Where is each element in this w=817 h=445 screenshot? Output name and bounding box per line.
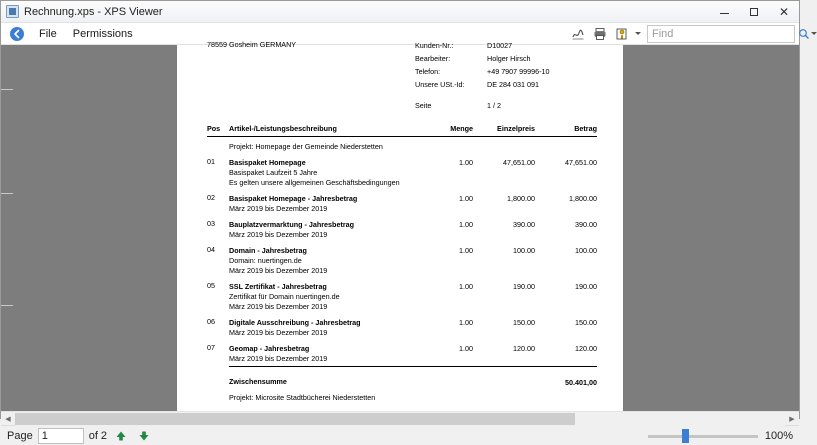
gutter-tick xyxy=(1,89,13,90)
header-betrag: Betrag xyxy=(535,124,597,137)
minimize-button[interactable] xyxy=(709,1,739,23)
project-heading: Projekt: Homepage der Gemeinde Niederstetten xyxy=(229,142,383,151)
row-menge: 1.00 xyxy=(459,318,473,327)
table-row xyxy=(207,190,597,216)
row-betrag: 100.00 xyxy=(575,246,597,255)
row-betrag: 150.00 xyxy=(575,318,597,327)
table-header-row xyxy=(207,124,597,137)
search-input[interactable] xyxy=(648,26,798,42)
back-arrow-icon xyxy=(9,26,25,42)
header-pos: Pos xyxy=(207,124,229,137)
project-heading-pos xyxy=(207,137,229,155)
page-number-input[interactable] xyxy=(38,428,84,444)
address-line: 78559 Gosheim GERMANY xyxy=(207,40,297,49)
meta-label: Unsere USt.-Id: xyxy=(415,80,465,89)
next-project-pos xyxy=(207,388,229,405)
menu-item-file[interactable]: File xyxy=(39,27,57,40)
page-content xyxy=(177,39,623,405)
header-block xyxy=(207,39,597,91)
status-bar xyxy=(1,425,799,445)
row-pos: 06 xyxy=(207,317,215,326)
line-items-body xyxy=(207,137,597,406)
row-einzelpreis: 120.00 xyxy=(513,344,535,353)
table-row xyxy=(207,340,597,367)
row-menge: 1.00 xyxy=(459,282,473,291)
down-arrow-icon xyxy=(138,430,150,442)
zoom-thumb[interactable] xyxy=(682,429,689,443)
row-desc xyxy=(229,154,421,190)
row-title: Geomap - Jahresbetrag xyxy=(229,344,310,353)
row-desc xyxy=(229,190,421,216)
up-arrow-icon xyxy=(115,430,127,442)
row-subline: Basispaket Laufzeit 5 Jahre xyxy=(229,168,318,177)
row-subline: März 2019 bis Dezember 2019 xyxy=(229,266,328,275)
customer-meta-table xyxy=(415,39,597,91)
row-betrag: 120.00 xyxy=(575,344,597,353)
horizontal-scroll-thumb[interactable] xyxy=(15,413,575,425)
row-subline: März 2019 bis Dezember 2019 xyxy=(229,328,328,337)
close-icon: ✕ xyxy=(778,4,790,19)
row-subline: März 2019 bis Dezember 2019 xyxy=(229,302,328,311)
table-row xyxy=(207,154,597,190)
line-items-head xyxy=(207,124,597,137)
row-desc xyxy=(229,242,421,278)
find-chevron-down-icon[interactable] xyxy=(810,26,817,42)
row-subline: Zertifikat für Domain nuertingen.de xyxy=(229,292,340,301)
row-betrag: 47,651.00 xyxy=(565,158,597,167)
line-items-table xyxy=(207,124,597,405)
table-row xyxy=(207,278,597,314)
row-pos: 03 xyxy=(207,219,215,228)
horizontal-scroll-track[interactable] xyxy=(15,412,785,426)
scroll-left-arrow-icon[interactable]: ◀ xyxy=(5,415,11,423)
tools-chevron-down-icon[interactable] xyxy=(635,32,641,35)
meta-value: D10027 xyxy=(487,41,513,50)
page-count-label: of 2 xyxy=(88,429,108,442)
subtotal-label: Zwischensumme xyxy=(229,367,421,389)
meta-label: Telefon: xyxy=(415,67,441,76)
gutter-tick xyxy=(1,193,13,194)
horizontal-scrollbar[interactable] xyxy=(1,411,799,425)
row-subline: März 2019 bis Dezember 2019 xyxy=(229,230,328,239)
row-pos: 04 xyxy=(207,245,215,254)
next-page-button[interactable] xyxy=(135,428,153,444)
row-desc xyxy=(229,340,421,367)
subtotal-row xyxy=(207,367,597,389)
maximize-icon xyxy=(750,8,758,16)
close-button[interactable] xyxy=(769,1,799,23)
search-icon[interactable] xyxy=(798,26,810,42)
row-betrag: 1,800.00 xyxy=(569,194,597,203)
gutter-tick xyxy=(1,305,13,306)
row-title: Digitale Ausschreibung - Jahresbetrag xyxy=(229,318,361,327)
title-bar xyxy=(1,1,799,23)
page-number-row xyxy=(207,101,597,110)
meta-value: Holger Hirsch xyxy=(487,54,531,63)
row-betrag: 190.00 xyxy=(575,282,597,291)
row-einzelpreis: 150.00 xyxy=(513,318,535,327)
row-einzelpreis: 1,800.00 xyxy=(507,194,535,203)
subtotal-pos xyxy=(207,367,229,389)
window-title: Rechnung.xps - XPS Viewer xyxy=(24,5,163,18)
row-menge: 1.00 xyxy=(459,194,473,203)
document-page xyxy=(177,40,623,411)
maximize-button[interactable] xyxy=(739,1,769,23)
search-glyph-icon xyxy=(798,28,810,40)
row-desc xyxy=(229,314,421,340)
minimize-icon xyxy=(720,9,729,14)
row-pos: 07 xyxy=(207,343,215,352)
next-project-heading: Projekt: Microsite Stadtbücherei Niederstetten xyxy=(229,393,376,402)
subtotal-value: 50.401,00 xyxy=(535,367,597,389)
document-viewport[interactable] xyxy=(1,40,799,411)
subtotal-spacer-einzel xyxy=(473,367,535,389)
page-label: Page xyxy=(7,429,33,442)
table-row xyxy=(207,314,597,340)
scroll-right-arrow-icon[interactable]: ▶ xyxy=(789,415,795,423)
previous-page-button[interactable] xyxy=(112,428,130,444)
row-subline: Domain: nuertingen.de xyxy=(229,256,302,265)
page-number-group xyxy=(415,101,597,110)
table-row xyxy=(207,242,597,278)
header-menge: Menge xyxy=(421,124,473,137)
zoom-slider[interactable] xyxy=(648,428,758,444)
project-heading-row xyxy=(207,137,597,155)
row-title: Bauplatzvermarktung - Jahresbetrag xyxy=(229,220,355,229)
next-project-heading-row xyxy=(207,388,597,405)
seite-label: Seite xyxy=(415,101,432,110)
subtotal-spacer-menge xyxy=(421,367,473,389)
customer-meta-labels xyxy=(415,39,487,91)
window-controls xyxy=(709,1,799,23)
row-pos: 05 xyxy=(207,281,215,290)
row-einzelpreis: 390.00 xyxy=(513,220,535,229)
meta-value: +49 7907 99996-10 xyxy=(487,67,550,76)
row-desc xyxy=(229,278,421,314)
zoom-level-label: 100% xyxy=(764,429,793,442)
meta-label: Bearbeiter: xyxy=(415,54,451,63)
row-desc xyxy=(229,216,421,242)
row-einzelpreis: 47,651.00 xyxy=(503,158,535,167)
meta-value: DE 284 031 091 xyxy=(487,80,539,89)
row-menge: 1.00 xyxy=(459,344,473,353)
seite-value: 1 / 2 xyxy=(487,101,501,110)
row-betrag: 390.00 xyxy=(575,220,597,229)
back-button[interactable] xyxy=(7,24,27,44)
row-title: Basispaket Homepage xyxy=(229,158,306,167)
row-title: Domain - Jahresbetrag xyxy=(229,246,307,255)
row-menge: 1.00 xyxy=(459,158,473,167)
customer-meta-values xyxy=(487,39,597,91)
row-menge: 1.00 xyxy=(459,246,473,255)
find-caret-glyph xyxy=(811,32,817,35)
table-row xyxy=(207,216,597,242)
row-subline: Es gelten unsere allgemeinen Geschäftsbedingungen xyxy=(229,178,400,187)
row-title: SSL Zertifikat - Jahresbetrag xyxy=(229,282,327,291)
find-box[interactable] xyxy=(647,25,795,43)
row-menge: 1.00 xyxy=(459,220,473,229)
row-title: Basispaket Homepage - Jahresbetrag xyxy=(229,194,358,203)
row-subline: März 2019 bis Dezember 2019 xyxy=(229,354,328,363)
xps-document-icon xyxy=(6,5,19,18)
row-einzelpreis: 100.00 xyxy=(513,246,535,255)
row-einzelpreis: 190.00 xyxy=(513,282,535,291)
row-pos: 02 xyxy=(207,193,215,202)
meta-label: Kunden-Nr.: xyxy=(415,41,454,50)
menu-item-permissions[interactable]: Permissions xyxy=(72,27,133,40)
header-desc: Artikel-/Leistungsbeschreibung xyxy=(229,124,421,137)
row-pos: 01 xyxy=(207,157,215,166)
row-subline: März 2019 bis Dezember 2019 xyxy=(229,204,328,213)
header-einzelpreis: Einzelpreis xyxy=(473,124,535,137)
zoom-track xyxy=(648,435,758,438)
